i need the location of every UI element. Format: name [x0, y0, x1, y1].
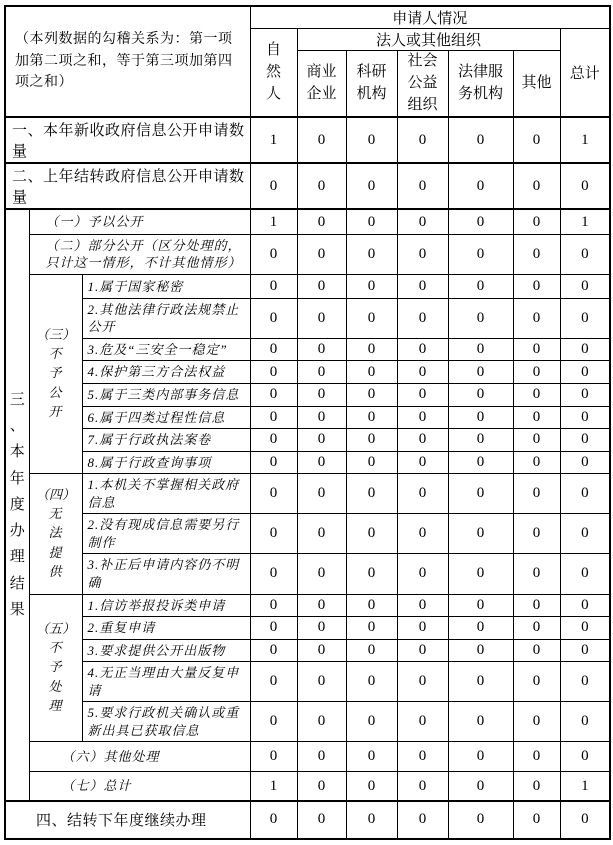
value-cell: 0 — [560, 429, 610, 452]
value-cell: 0 — [397, 163, 448, 209]
application-stats-table — [4, 5, 611, 840]
value-cell: 0 — [346, 274, 397, 298]
value-cell: 0 — [250, 361, 297, 384]
row-label: 4.保护第三方合法权益 — [82, 361, 250, 384]
value-cell: 0 — [297, 338, 346, 361]
header-natural-person-label: 自然人 — [266, 42, 282, 102]
value-cell: 0 — [397, 514, 448, 554]
value-cell: 0 — [448, 361, 513, 384]
table-row — [5, 514, 610, 554]
table-row — [5, 801, 610, 839]
value-cell: 0 — [560, 384, 610, 407]
value-cell: 0 — [297, 554, 346, 594]
section-label-annual-results — [5, 209, 29, 801]
value-cell: 0 — [560, 594, 610, 617]
value-cell: 0 — [346, 702, 397, 742]
value-cell: 0 — [397, 338, 448, 361]
value-cell: 0 — [513, 554, 560, 594]
value-cell: 0 — [397, 474, 448, 514]
value-cell: 0 — [513, 594, 560, 617]
group-label-number: （五） — [35, 621, 75, 637]
value-cell: 0 — [397, 742, 448, 772]
table-row — [5, 384, 610, 407]
value-cell: 0 — [250, 801, 297, 839]
value-cell: 0 — [346, 429, 397, 452]
value-cell: 0 — [297, 234, 346, 274]
row-label: 2.没有现成信息需要另行制作 — [82, 514, 250, 554]
value-cell: 0 — [448, 406, 513, 429]
value-cell: 0 — [397, 702, 448, 742]
value-cell: 0 — [297, 617, 346, 640]
value-cell: 0 — [448, 554, 513, 594]
header-applicant-status: 申请人情况 — [250, 6, 610, 29]
header-total: 总计 — [560, 29, 610, 118]
table-row — [5, 639, 610, 662]
header-legal-org: 法人或其他组织 — [297, 29, 560, 51]
value-cell: 0 — [448, 298, 513, 338]
value-cell: 0 — [346, 451, 397, 474]
table-row — [5, 662, 610, 702]
row-label: 6.属于四类过程性信息 — [82, 406, 250, 429]
value-cell: 1 — [560, 117, 610, 163]
value-cell: 0 — [250, 406, 297, 429]
value-cell: 0 — [513, 742, 560, 772]
value-cell: 0 — [250, 594, 297, 617]
value-cell: 0 — [513, 209, 560, 234]
value-cell: 0 — [397, 639, 448, 662]
table-row — [5, 406, 610, 429]
value-cell: 0 — [346, 338, 397, 361]
table-row — [5, 163, 610, 209]
value-cell: 0 — [448, 234, 513, 274]
value-cell: 0 — [346, 117, 397, 163]
table-row — [5, 772, 610, 801]
value-cell: 0 — [397, 234, 448, 274]
value-cell: 0 — [346, 384, 397, 407]
value-cell: 0 — [448, 474, 513, 514]
table-row — [5, 361, 610, 384]
corner-note: （本列数据的勾稽关系为：第一项加第二项之和，等于第三项加第四项之和） — [5, 6, 250, 117]
header-public-welfare-org — [397, 51, 448, 118]
value-cell: 0 — [448, 772, 513, 801]
value-cell: 0 — [250, 298, 297, 338]
value-cell: 0 — [346, 662, 397, 702]
row-label: 二、上年结转政府信息公开申请数量 — [5, 163, 250, 209]
value-cell: 0 — [560, 406, 610, 429]
value-cell: 0 — [346, 474, 397, 514]
value-cell: 0 — [297, 451, 346, 474]
header-research-institution — [346, 51, 397, 118]
value-cell: 0 — [250, 429, 297, 452]
value-cell: 0 — [346, 406, 397, 429]
value-cell: 0 — [513, 474, 560, 514]
table-row — [5, 594, 610, 617]
value-cell: 0 — [448, 702, 513, 742]
value-cell: 0 — [346, 594, 397, 617]
value-cell: 0 — [560, 514, 610, 554]
table-row — [5, 209, 610, 234]
value-cell: 0 — [250, 338, 297, 361]
header-row-1 — [5, 6, 610, 29]
row-label: 一、本年新收政府信息公开申请数量 — [5, 117, 250, 163]
value-cell: 0 — [297, 742, 346, 772]
value-cell: 0 — [297, 702, 346, 742]
value-cell: 0 — [513, 702, 560, 742]
value-cell: 0 — [448, 209, 513, 234]
header-research-institution-label: 科研机构 — [356, 63, 387, 102]
value-cell: 0 — [397, 406, 448, 429]
value-cell: 0 — [560, 742, 610, 772]
value-cell: 0 — [560, 554, 610, 594]
table-row — [5, 274, 610, 298]
header-legal-service-org-label: 法律服务机构 — [458, 63, 504, 102]
value-cell: 0 — [297, 474, 346, 514]
value-cell: 0 — [560, 702, 610, 742]
value-cell: 0 — [297, 594, 346, 617]
value-cell: 0 — [513, 662, 560, 702]
row-label: （六）其他处理 — [29, 742, 250, 772]
value-cell: 0 — [513, 801, 560, 839]
group-label-name: 无法提供 — [48, 505, 63, 580]
header-public-welfare-org-label: 社会公益组织 — [407, 53, 438, 113]
value-cell: 0 — [560, 298, 610, 338]
row-label: 2.其他法律行政法规禁止公开 — [82, 298, 250, 338]
table-row — [5, 338, 610, 361]
value-cell: 0 — [397, 801, 448, 839]
table-row — [5, 702, 610, 742]
value-cell: 0 — [297, 298, 346, 338]
value-cell: 0 — [397, 209, 448, 234]
value-cell: 0 — [560, 801, 610, 839]
header-commercial-enterprise — [297, 51, 346, 118]
table-row — [5, 617, 610, 640]
table-row — [5, 474, 610, 514]
value-cell: 1 — [250, 209, 297, 234]
value-cell: 0 — [513, 772, 560, 801]
row-label: 1.信访举报投诉类申请 — [82, 594, 250, 617]
value-cell: 0 — [297, 639, 346, 662]
value-cell: 0 — [397, 384, 448, 407]
value-cell: 0 — [448, 742, 513, 772]
value-cell: 0 — [513, 514, 560, 554]
table-row — [5, 554, 610, 594]
value-cell: 0 — [397, 117, 448, 163]
header-other-org — [513, 51, 560, 118]
value-cell: 0 — [297, 514, 346, 554]
value-cell: 0 — [346, 639, 397, 662]
value-cell: 0 — [250, 662, 297, 702]
row-label: 1.属于国家秘密 — [82, 274, 250, 298]
value-cell: 0 — [397, 554, 448, 594]
value-cell: 0 — [513, 298, 560, 338]
group-label — [29, 594, 82, 742]
value-cell: 0 — [397, 274, 448, 298]
value-cell: 0 — [448, 429, 513, 452]
value-cell: 1 — [250, 117, 297, 163]
value-cell: 0 — [346, 209, 397, 234]
header-legal-service-org — [448, 51, 513, 118]
value-cell: 0 — [397, 361, 448, 384]
row-label: 3.补正后申请内容仍不明确 — [82, 554, 250, 594]
row-label: 3.要求提供公开出版物 — [82, 639, 250, 662]
value-cell: 0 — [297, 361, 346, 384]
value-cell: 0 — [297, 662, 346, 702]
value-cell: 0 — [346, 361, 397, 384]
value-cell: 0 — [297, 772, 346, 801]
value-cell: 0 — [297, 209, 346, 234]
group-label-name: 不予处理 — [48, 639, 63, 714]
value-cell: 0 — [297, 163, 346, 209]
value-cell: 0 — [448, 338, 513, 361]
value-cell: 0 — [513, 274, 560, 298]
value-cell: 0 — [513, 361, 560, 384]
value-cell: 0 — [448, 617, 513, 640]
value-cell: 0 — [513, 639, 560, 662]
value-cell: 0 — [513, 117, 560, 163]
value-cell: 0 — [448, 514, 513, 554]
row-label: 8.属于行政查询事项 — [82, 451, 250, 474]
value-cell: 0 — [513, 406, 560, 429]
value-cell: 0 — [560, 361, 610, 384]
value-cell: 0 — [250, 384, 297, 407]
value-cell: 0 — [448, 801, 513, 839]
table-row — [5, 451, 610, 474]
value-cell: 0 — [397, 451, 448, 474]
table-row — [5, 117, 610, 163]
table-row — [5, 234, 610, 274]
row-label: （二）部分公开（区分处理的，只计这一情形，不计其他情形） — [29, 234, 250, 274]
row-label: 四、结转下年度继续办理 — [5, 801, 250, 839]
value-cell: 0 — [560, 662, 610, 702]
value-cell: 0 — [397, 594, 448, 617]
value-cell: 0 — [513, 429, 560, 452]
value-cell: 0 — [560, 474, 610, 514]
value-cell: 0 — [346, 617, 397, 640]
value-cell: 1 — [560, 209, 610, 234]
report-table-body — [5, 117, 610, 839]
value-cell: 0 — [397, 662, 448, 702]
value-cell: 1 — [250, 772, 297, 801]
group-label — [29, 474, 82, 594]
value-cell: 0 — [297, 406, 346, 429]
value-cell: 0 — [346, 163, 397, 209]
value-cell: 0 — [448, 274, 513, 298]
value-cell: 0 — [448, 451, 513, 474]
value-cell: 0 — [560, 234, 610, 274]
value-cell: 0 — [513, 617, 560, 640]
value-cell: 0 — [448, 117, 513, 163]
row-label: 2.重复申请 — [82, 617, 250, 640]
section-label-text: 三、本年度办理结果 — [9, 391, 25, 618]
value-cell: 0 — [250, 639, 297, 662]
value-cell: 0 — [250, 451, 297, 474]
value-cell: 0 — [346, 554, 397, 594]
value-cell: 0 — [560, 338, 610, 361]
value-cell: 0 — [346, 234, 397, 274]
value-cell: 0 — [297, 117, 346, 163]
value-cell: 0 — [448, 594, 513, 617]
value-cell: 0 — [346, 514, 397, 554]
value-cell: 0 — [448, 662, 513, 702]
value-cell: 0 — [397, 772, 448, 801]
value-cell: 0 — [297, 801, 346, 839]
row-label: 3.危及“三安全一稳定” — [82, 338, 250, 361]
value-cell: 0 — [513, 163, 560, 209]
value-cell: 0 — [250, 234, 297, 274]
value-cell: 0 — [250, 514, 297, 554]
value-cell: 0 — [513, 384, 560, 407]
value-cell: 0 — [560, 274, 610, 298]
value-cell: 0 — [346, 772, 397, 801]
value-cell: 0 — [250, 617, 297, 640]
value-cell: 0 — [346, 298, 397, 338]
row-label: 5.属于三类内部事务信息 — [82, 384, 250, 407]
value-cell: 0 — [250, 702, 297, 742]
group-label-number: （三） — [35, 327, 75, 343]
value-cell: 0 — [346, 801, 397, 839]
value-cell: 0 — [250, 274, 297, 298]
value-cell: 0 — [560, 451, 610, 474]
header-other-org-label: 其他 — [521, 74, 552, 91]
value-cell: 0 — [448, 163, 513, 209]
row-label: 1.本机关不掌握相关政府信息 — [82, 474, 250, 514]
value-cell: 0 — [397, 617, 448, 640]
group-label-name: 不予公开 — [48, 345, 63, 420]
value-cell: 0 — [346, 742, 397, 772]
table-row — [5, 742, 610, 772]
row-label: 5.要求行政机关确认或重新出具已获取信息 — [82, 702, 250, 742]
value-cell: 0 — [297, 384, 346, 407]
row-label: （七）总计 — [29, 772, 250, 801]
header-commercial-enterprise-label: 商业企业 — [306, 63, 337, 102]
value-cell: 0 — [397, 429, 448, 452]
value-cell: 0 — [250, 742, 297, 772]
value-cell: 0 — [250, 163, 297, 209]
value-cell: 0 — [513, 234, 560, 274]
header-natural-person — [250, 29, 297, 118]
value-cell: 0 — [297, 429, 346, 452]
group-label-number: （四） — [35, 487, 75, 503]
value-cell: 0 — [513, 338, 560, 361]
value-cell: 0 — [560, 617, 610, 640]
table-row — [5, 298, 610, 338]
value-cell: 0 — [250, 474, 297, 514]
row-label: 7.属于行政执法案卷 — [82, 429, 250, 452]
value-cell: 1 — [560, 772, 610, 801]
value-cell: 0 — [397, 298, 448, 338]
value-cell: 0 — [448, 384, 513, 407]
value-cell: 0 — [250, 554, 297, 594]
group-label — [29, 274, 82, 473]
value-cell: 0 — [513, 451, 560, 474]
value-cell: 0 — [297, 274, 346, 298]
value-cell: 0 — [560, 639, 610, 662]
row-label: （一）予以公开 — [29, 209, 250, 234]
value-cell: 0 — [560, 163, 610, 209]
row-label: 4.无正当理由大量反复申请 — [82, 662, 250, 702]
value-cell: 0 — [448, 639, 513, 662]
table-row — [5, 429, 610, 452]
